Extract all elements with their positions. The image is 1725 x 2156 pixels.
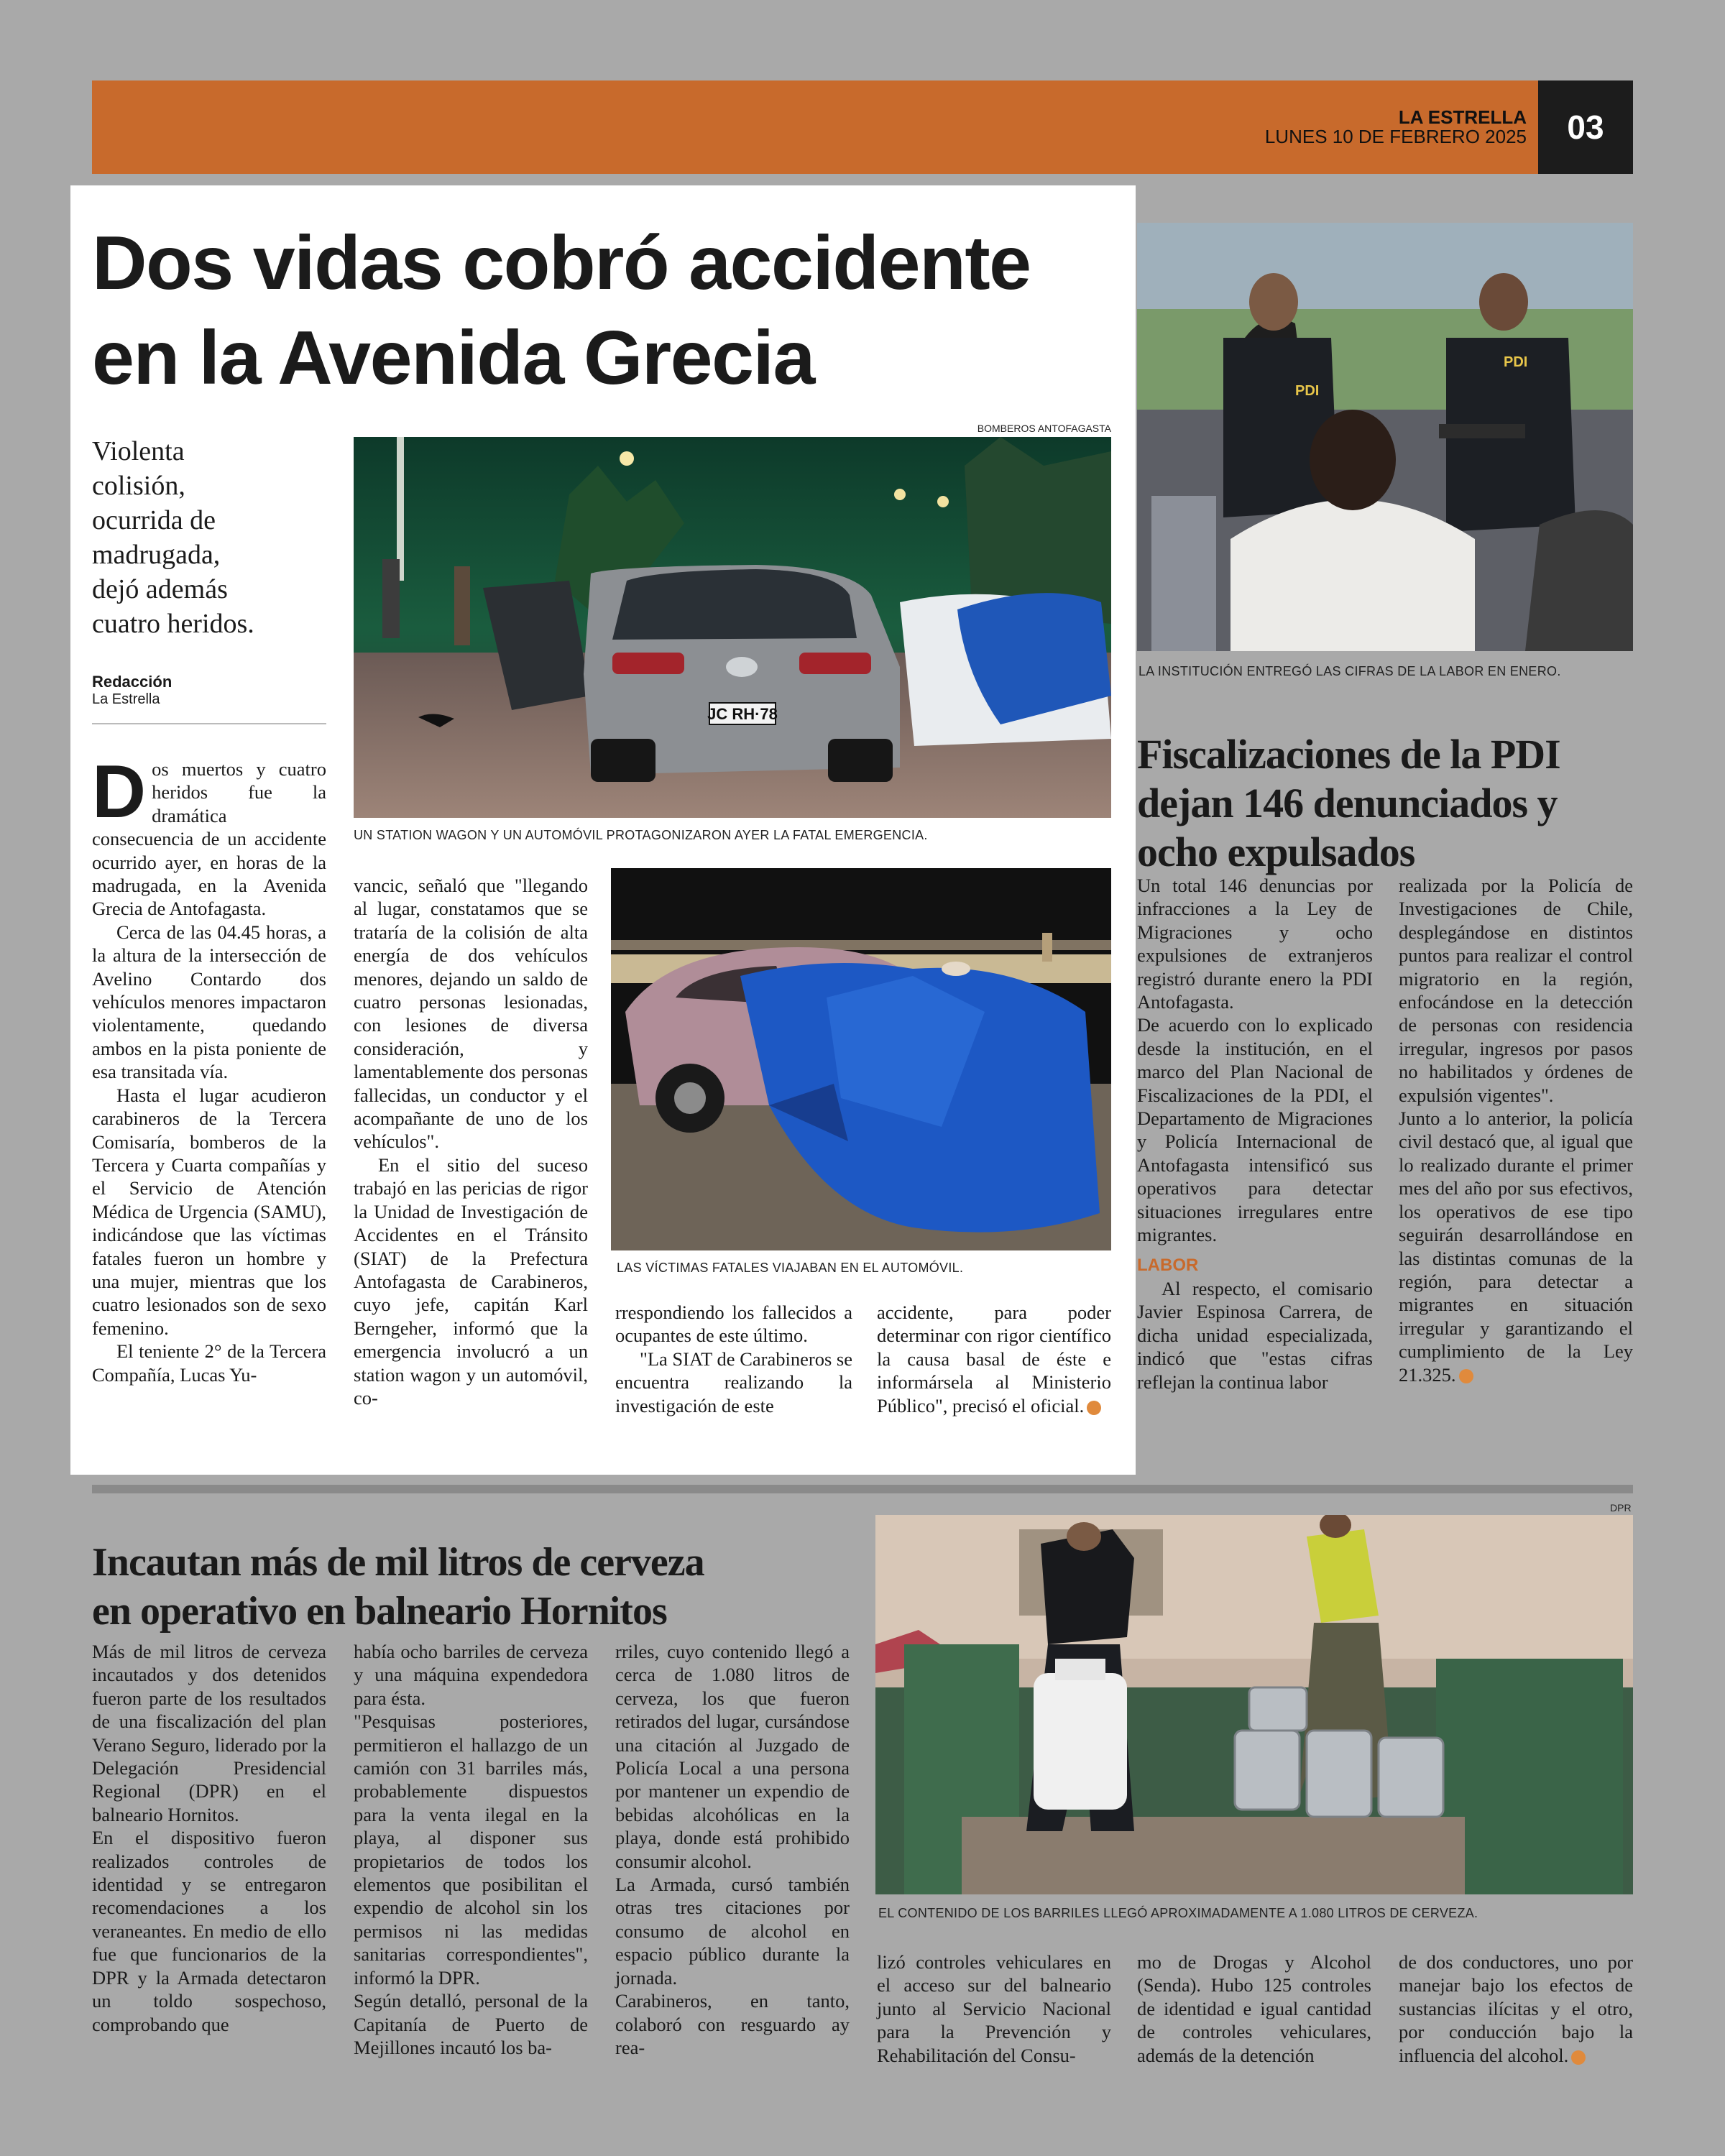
beer-headline [92,1538,868,1636]
crash-photo-image [354,437,1111,818]
photo1-caption: UN STATION WAGON Y UN AUTOMÓVIL PROTAGONIZARON AYER LA FATAL EMERGENCIA. [354,828,928,842]
beer-photo-caption: EL CONTENIDO DE LOS BARRILES LLEGÓ APROXIMADAMENTE A 1.080 LITROS DE CERVEZA. [878,1906,1478,1920]
beer-col2-p1: había ocho barriles de cerveza y una máquina expendedora para ésta. [354,1641,588,1709]
main-col3 [615,1301,852,1417]
covered-car-image [611,868,1111,1250]
main-col4-p1: accidente, para poder determinar con rigor científico la causa basal de éste e informársela al Ministerio Público", precisó el oficial. [877,1302,1111,1416]
beer-col6-p1: de dos conductores, uno por manejar bajo los efectos de sustancias ilícitas y el otro, por conducción bajo la influencia del alcohol. [1399,1951,1633,2066]
main-col2 [354,874,588,1409]
main-col1 [92,750,326,1386]
beer-photo [875,1515,1633,1894]
main-col1-p4: El teniente 2° de la Tercera Compañía, Lucas Yu- [92,1340,326,1386]
beer-col2-p2: "Pesquisas posteriores, permitieron el hallazgo de un camión con 31 barriles más, probablemente dispuestos para la venta ilegal en la playa, al disponer sus propietarios de todos los elementos que posibilitan el expendio de alcohol sin los permisos ni las medidas sanitarias correspondientes", informó la DPR. [354,1710,588,1989]
main-col1-p3: Hasta el lugar acudieron carabineros de la Tercera Comisaría, bomberos de la Tercera y Cuarta compañías y el Servicio de Atención Médica de Urgencia (SAMU), indicándose que las víctimas fatales fueron un hombre y una mujer, mientras que los cuatro lesionados son de sexo femenino. [92,1084,326,1339]
pdi-headline: Fiscalizaciones de la PDI dejan 146 denunciados y ocho expulsados [1137,731,1560,876]
crash-photo [354,437,1111,818]
main-deck: Violenta colisión, ocurrida de madrugada, dejó además cuatro heridos. [92,436,254,639]
main-col4 [877,1301,1111,1417]
beer-col6 [1399,1950,1633,2067]
page-number: 03 [1538,80,1633,174]
beer-col1-p1: Más de mil litros de cerveza incautados y dos detenidos fueron parte de los resultados de una fiscalización del plan Verano Seguro, liderado por la Delegación Presidencial Regional (DPR) en el balneario Hornitos. [92,1641,326,1825]
pdi-end-mark-icon [1459,1369,1473,1383]
beer-col3 [615,1640,850,2059]
beer-col3-p3: Carabineros, en tanto, colaboró con resguardo ay rea- [615,1990,850,2058]
main-headline-line2: en la Avenida Grecia [92,315,814,400]
header-meta [1265,108,1527,147]
main-col3-p1: rrespondiendo los fallecidos a ocupantes de este último. [615,1302,852,1347]
byline-rule [92,723,326,724]
main-headline [92,216,1127,405]
byline-name: Redacción [92,673,172,691]
beer-col1-p2: En el dispositivo fueron realizados controles de identidad y se entregaron recomendaciones a los veraneantes. En medio de ello fue que funcionarios de la DPR y la Armada detectaron un toldo sospechoso, comprobando que [92,1827,326,2035]
end-mark-icon [1087,1401,1101,1415]
beer-col2-p3: Según detalló, personal de la Capitanía de Puerto de Mejillones incautó los ba- [354,1990,588,2058]
beer-photo-image [875,1515,1633,1894]
pdi-col1 [1137,874,1373,1393]
byline [92,673,329,708]
pdi-col1-p3: Al respecto, el comisario Javier Espinosa Carrera, de dicha unidad especializada, indicó que "estas cifras reflejan la continua labor [1137,1277,1373,1393]
beer-col3-p1: rriles, cuyo contenido llegó a cerca de 1.080 litros de cerveza, los que fueron retirados del lugar, cursándose una citación al Juzgado de Policía Local a una persona por mantener un expendio de bebidas alcohólicas en la playa, donde está prohibido consumir alcohol. [615,1641,850,1872]
issue-date: LUNES 10 DE FEBRERO 2025 [1264,126,1527,148]
svg-text:PDI: PDI [1295,383,1320,399]
beer-headline-line2: en operativo en balneario Hornitos [92,1589,667,1634]
beer-col4 [877,1950,1111,2067]
main-col2-p1: vancic, señaló que "llegando al lugar, constatamos que se trataría de la colisión de alta energía de dos vehículos menores, dejando un saldo de cuatro personas lesionadas, con lesiones de diversa consideración, y lamentablemente dos personas fallecidas, un conductor y el acompañante de uno de los vehículos". [354,875,588,1153]
beer-col1 [92,1640,326,2036]
main-headline-line1: Dos vidas cobró accidente [92,221,1031,305]
beer-col4-p1: lizó controles vehiculares en el acceso sur del balneario junto al Servicio Nacional para la Prevención y Rehabilitación del Consu- [877,1951,1111,2066]
publication-name: LA ESTRELLA [1398,106,1527,128]
pdi-photo-image [1137,223,1633,651]
pdi-col2-p2: Junto a lo anterior, la policía civil destacó que, al igual que lo realizado durante el primer mes del año por sus efectivos, los operativos de ese tipo seguirán desarrollándose en las distintas comunas de la región, para detectar a migrantes en situación irregular y garantizando el cumplimiento de la Ley 21.325. [1399,1107,1633,1386]
main-col3-p2: "La SIAT de Carabineros se encuentra realizando la investigación de este [615,1348,852,1416]
beer-headline-line1: Incautan más de mil litros de cerveza [92,1540,704,1585]
svg-text:JC RH·78: JC RH·78 [707,705,778,723]
main-col2-p2: En el sitio del suceso trabajó en las pericias de rigor la Unidad de Investigación de Accidentes en el Tránsito (SIAT) de la Prefectura Antofagasta de Carabineros, cuyo jefe, capitán Karl Berngeher, informó que la emergencia involucró a un station wagon y un automóvil, co- [354,1153,588,1409]
pdi-subhead: LABOR [1137,1255,1199,1275]
beer-col2 [354,1640,588,2059]
beer-col5 [1137,1950,1371,2067]
pdi-col1-p2: De acuerdo con lo explicado desde la institución, en el marco del Plan Nacional de Fiscalizaciones de la PDI, el Departamento de Migraciones y Policía Internacional de Antofagasta intensificó sus operativos para detectar situaciones irregulares entre migrantes. [1137,1014,1373,1246]
dropcap: D [92,750,147,834]
beer-end-mark-icon [1571,2050,1586,2065]
main-col1-p1: os muertos y cuatro heridos fue la dramática consecuencia de un accidente ocurrido ayer, en horas de la madrugada, en la Avenida Grecia de Antofagasta. [92,758,326,920]
main-col1-p2: Cerca de las 04.45 horas, a la altura de la intersección de Avelino Contardo dos vehículos menores impactaron violentamente, quedando ambos en la pista poniente de esa transitada vía. [92,921,326,1083]
pdi-photo [1137,223,1633,651]
section-rule [92,1485,1633,1493]
pdi-col2 [1399,874,1633,1386]
beer-col3-p2: La Armada, cursó también otras tres citaciones por consumo de alcohol en espacio público durante la jornada. [615,1874,850,1989]
byline-outlet: La Estrella [92,691,160,707]
svg-text:PDI: PDI [1504,354,1528,370]
pdi-photo-caption: LA INSTITUCIÓN ENTREGÓ LAS CIFRAS DE LA LABOR EN ENERO. [1138,664,1561,678]
beer-photo-credit: DPR [1610,1502,1632,1514]
photo1-credit: BOMBEROS ANTOFAGASTA [977,423,1111,434]
pdi-col1-p1: Un total 146 denuncias por infracciones a la Ley de Migraciones y ocho expulsiones de extranjeros registró durante enero la PDI Antofagasta. [1137,875,1373,1013]
pdi-col2-p1: realizada por la Policía de Investigaciones de Chile, desplegándose en distintos puntos para realizar el control migratorio en la región, enfocándose en la detección de personas con residencia irregular, ingresos por pasos no habilitados y órdenes de expulsión vigentes". [1399,875,1633,1106]
beer-col5-p1: mo de Drogas y Alcohol (Senda). Hubo 125 controles de identidad e igual cantidad de controles vehiculares, además de la detención [1137,1951,1371,2066]
covered-car-photo [611,868,1111,1250]
photo2-caption: LAS VÍCTIMAS FATALES VIAJABAN EN EL AUTOMÓVIL. [617,1261,964,1275]
